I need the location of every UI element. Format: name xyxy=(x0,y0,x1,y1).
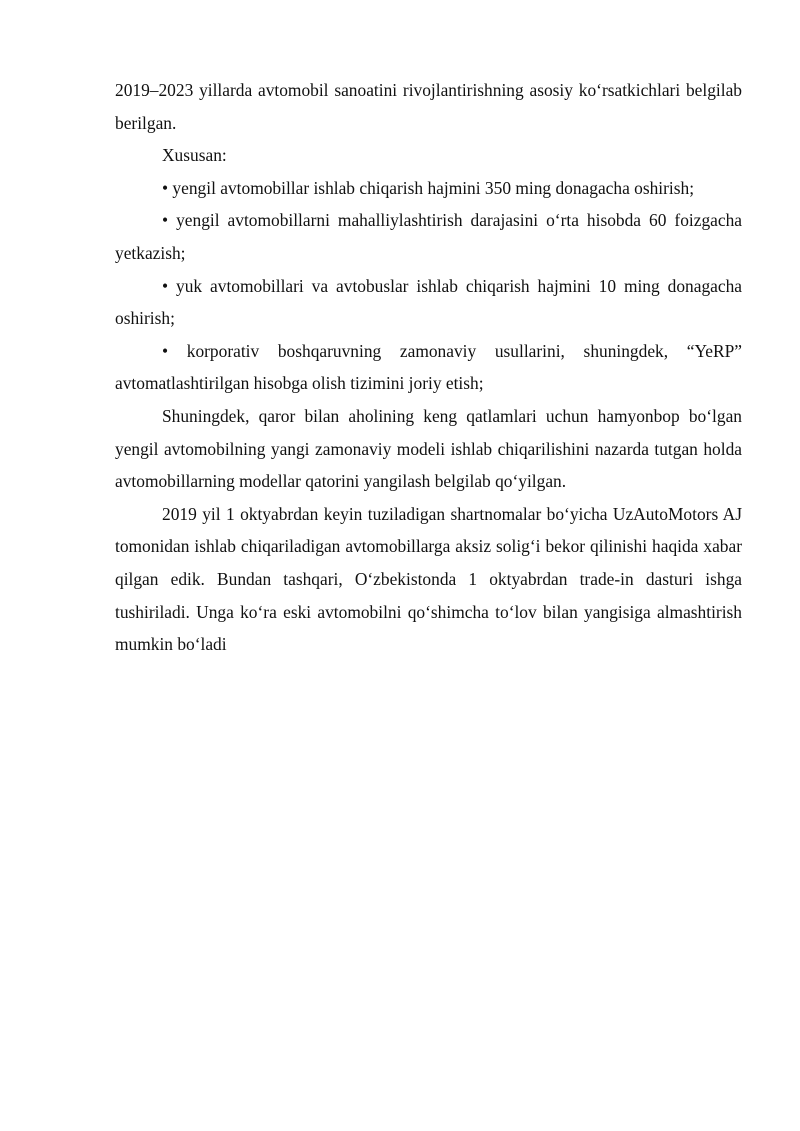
paragraph-intro: 2019–2023 yillarda avtomobil sanoatini rivojlantirishning asosiy ko‘rsatkichlari belgilab berilgan. xyxy=(115,80,742,133)
list-item-corporate-governance: • korporativ boshqaruvning zamonaviy usullarini, shuningdek, “YeRP” avtomatlashtirilgan hisobga olish tizimini joriy etish; xyxy=(115,340,742,394)
paragraph-excise-trade-in: 2019 yil 1 oktyabrdan keyin tuziladigan shartnomalar bo‘yicha UzAutoMotors AJ tomonidan ishlab chiqariladigan avtomobillarga aksiz solig‘i bekor qilinishi haqida xabar qilgan edik. Bundan tashqari, O‘zbekistonda 1 oktyabrdan trade-in dasturi ishga tushiriladi. Unga ko‘ra eski avtomobilni qo‘shimcha to‘lov bilan yangisiga almashtirish mumkin bo‘ladi xyxy=(115,503,742,655)
document-page xyxy=(115,74,742,661)
list-item-localization-level: • yengil avtomobillarni mahalliylashtirish darajasini o‘rta hisobda 60 foizgacha yetkazish; xyxy=(115,210,742,263)
list-item-light-vehicle-production: • yengil avtomobillar ishlab chiqarish hajmini 350 ming donagacha oshirish; xyxy=(162,177,695,198)
list-item-truck-bus-production: • yuk avtomobillari va avtobuslar ishlab chiqarish hajmini 10 ming donagacha oshirish; xyxy=(115,275,742,329)
paragraph-model-update: Shuningdek, qaror bilan aholining keng qatlamlari uchun hamyonbop bo‘lgan yengil avtomobilning yangi zamonaviy modeli ishlab chiqarilishini nazarda tutgan holda avtomobillarning modellar qatorini yangilash belgilab qo‘yilgan. xyxy=(115,405,742,492)
paragraph-xususan: Xususan: xyxy=(162,145,227,166)
